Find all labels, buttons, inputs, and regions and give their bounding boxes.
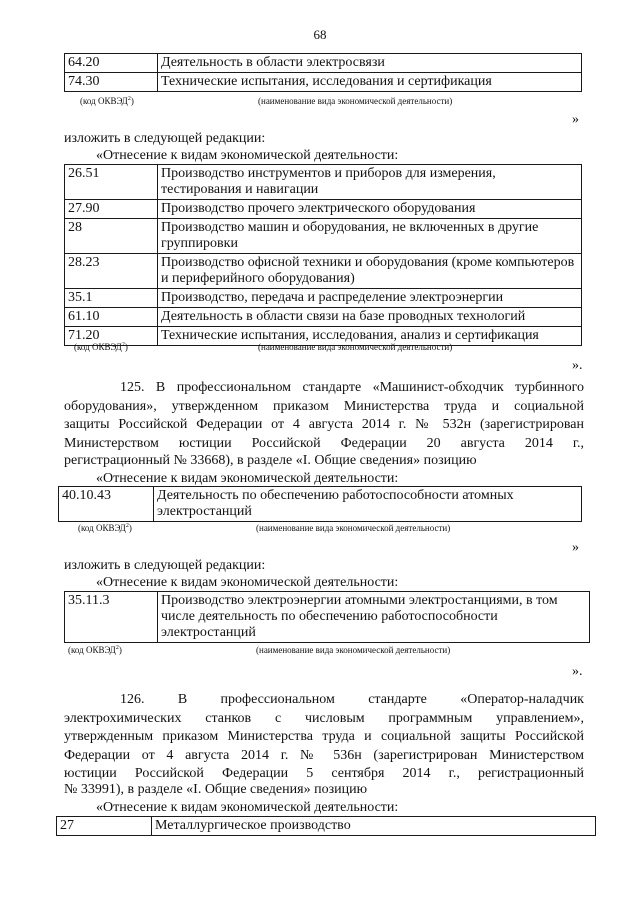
caption-name: (наименование вида экономической деятельности) [258, 96, 453, 106]
paragraph-line: утвержденным приказом Министерства труда и социальной защиты Российской [64, 729, 584, 744]
okved-name: Производство электроэнергии атомными электростанциями, в том числе деятельность по обеспечению работоспособности электростанций [158, 592, 590, 643]
okved-code: 27.90 [65, 200, 158, 219]
table-row [65, 165, 582, 200]
new-edition-text: изложить в следующей редакции: [64, 558, 266, 573]
table-row [65, 73, 582, 92]
paragraph-line: Министерством юстиции Российской Федерации 20 августа 2014 г., [64, 435, 584, 451]
okved-name: Производство прочего электрического оборудования [158, 200, 582, 219]
caption-code: (код ОКВЭД$^2$) [68, 645, 122, 655]
table-row [65, 254, 582, 289]
table-row [65, 592, 590, 643]
paragraph-line: 125. В профессиональном стандарте «Машинист-обходчик турбинного [120, 380, 584, 395]
okved-code: 61.10 [65, 308, 158, 327]
new-edition-text: изложить в следующей редакции: [64, 131, 266, 146]
okved-table-new-2 [64, 591, 590, 643]
closing-quote: ». [572, 358, 583, 373]
caption-code: (код ОКВЭД$^2$) [78, 523, 132, 533]
table-row [59, 487, 582, 522]
paragraph-line: оборудования», утвержденном приказом Министерства труда и социальной [64, 398, 584, 414]
okved-name: Деятельность в области электросвязи [158, 54, 582, 73]
caption-code: (код ОКВЭД$^2$) [74, 342, 128, 352]
relation-heading: «Отнесение к видам экономической деятельности: [96, 148, 399, 163]
okved-name: Производство, передача и распределение электроэнергии [158, 289, 582, 308]
paragraph-line: защиты Российской Федерации от 4 августа 2014 г. № 532н (зарегистрирован [64, 417, 584, 432]
okved-code: 28.23 [65, 254, 158, 289]
paragraph-line: электрохимических станков с числовым программным управлением», [64, 710, 584, 726]
okved-code: 26.51 [65, 165, 158, 200]
okved-name: Металлургическое производство [152, 817, 596, 836]
paragraph-line: № 33991), в разделе «I. Общие сведения» позицию [64, 782, 368, 797]
closing-quote: » [572, 540, 579, 555]
relation-heading: «Отнесение к видам экономической деятельности: [96, 471, 399, 486]
okved-table-new-1 [64, 164, 582, 346]
okved-code: 27 [57, 817, 152, 836]
table-row [57, 817, 596, 836]
okved-code: 71.20 [65, 327, 158, 346]
caption-code: (код ОКВЭД$^2$) [80, 96, 134, 106]
okved-table-old-3 [56, 816, 596, 836]
paragraph-line: регистрационный № 33668), в разделе «I. Общие сведения» позицию [64, 453, 477, 468]
page-number: 68 [313, 27, 327, 42]
table-row [65, 200, 582, 219]
caption-name: (наименование вида экономической деятельности) [258, 342, 453, 352]
caption-name: (наименование вида экономической деятельности) [256, 645, 451, 655]
table-row [65, 289, 582, 308]
paragraph-line: 126. В профессиональном стандарте «Оператор-наладчик [120, 692, 584, 707]
table-row [65, 54, 582, 73]
okved-table-old-1 [64, 53, 582, 92]
okved-code: 35.1 [65, 289, 158, 308]
okved-code: 74.30 [65, 73, 158, 92]
closing-quote: ». [572, 664, 583, 679]
paragraph-125 [64, 379, 584, 453]
relation-heading: «Отнесение к видам экономической деятельности: [96, 575, 399, 590]
okved-name: Производство офисной техники и оборудования (кроме компьютеров и периферийного оборудования) [158, 254, 582, 289]
closing-quote: » [572, 112, 579, 127]
table-row [65, 308, 582, 327]
okved-table-old-2 [58, 486, 582, 522]
paragraph-126 [64, 691, 584, 784]
paragraph-line: Федерации от 4 августа 2014 г. № 536н (зарегистрирован Министерством [64, 747, 584, 763]
okved-code: 35.11.3 [65, 592, 158, 643]
okved-name: Производство машин и оборудования, не включенных в другие группировки [158, 219, 582, 254]
caption-name: (наименование вида экономической деятельности) [256, 523, 451, 533]
relation-heading: «Отнесение к видам экономической деятельности: [96, 800, 399, 815]
okved-code: 28 [65, 219, 158, 254]
table-row [65, 219, 582, 254]
okved-name: Деятельность в области связи на базе проводных технологий [158, 308, 582, 327]
okved-name: Деятельность по обеспечению работоспособности атомных электростанций [154, 487, 582, 522]
okved-code: 40.10.43 [59, 487, 154, 522]
paragraph-line: юстиции Российской Федерации 5 сентября 2014 г., регистрационный [64, 766, 584, 781]
okved-code: 64.20 [65, 54, 158, 73]
okved-name: Технические испытания, исследования, анализ и сертификация [158, 327, 582, 346]
okved-name: Производство инструментов и приборов для измерения, тестирования и навигации [158, 165, 582, 200]
okved-name: Технические испытания, исследования и сертификация [158, 73, 582, 92]
